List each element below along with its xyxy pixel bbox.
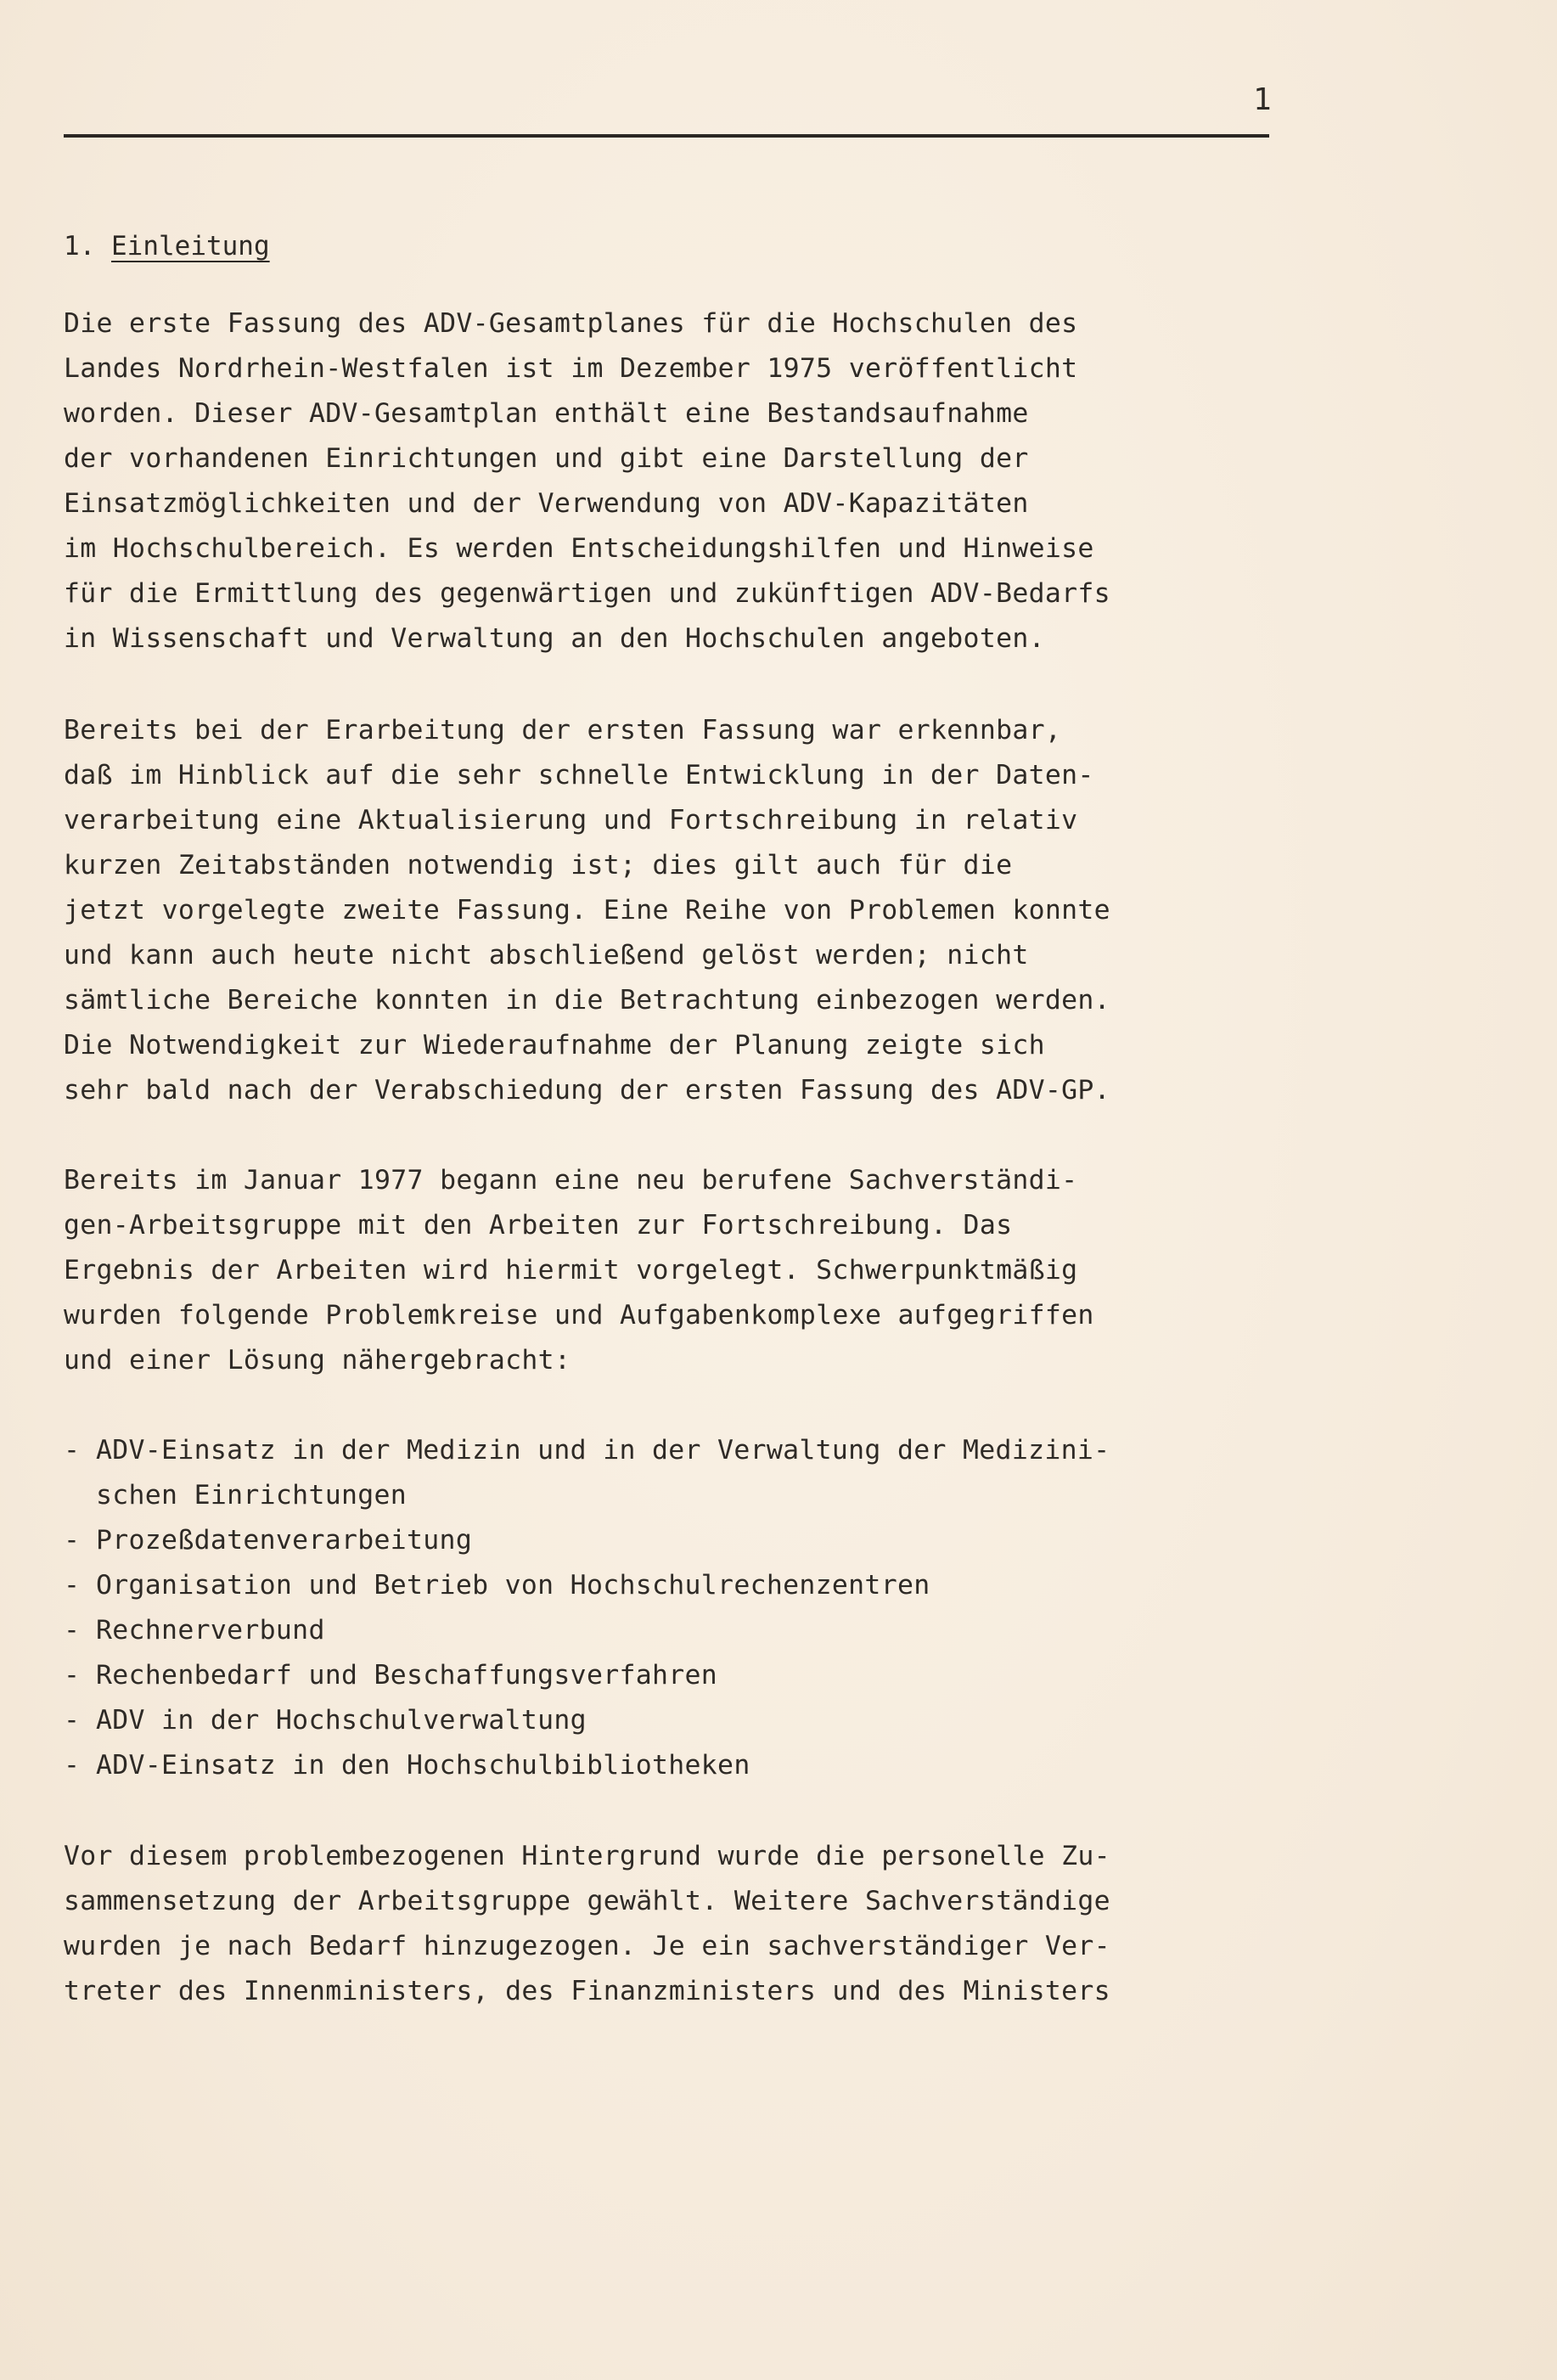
- list-dash: -: [64, 1660, 81, 1691]
- list-item-line: Organisation und Betrieb von Hochschulrechenzentren: [96, 1570, 930, 1601]
- paragraph-line: wurden folgende Problemkreise und Aufgabenkomplexe aufgegriffen: [64, 1300, 1094, 1331]
- list-item-line: schen Einrichtungen: [96, 1480, 408, 1511]
- list-item-line: Rechenbedarf und Beschaffungsverfahren: [96, 1660, 718, 1691]
- paragraph-1: [64, 301, 1110, 661]
- paragraph-line: für die Ermittlung des gegenwärtigen und zukünftigen ADV-Bedarfs: [64, 578, 1110, 609]
- paragraph-3: [64, 1158, 1094, 1383]
- page-number: 1: [1253, 82, 1272, 117]
- paragraph-line: worden. Dieser ADV-Gesamtplan enthält eine Bestandsaufnahme: [64, 398, 1029, 429]
- paragraph-line: Bereits bei der Erarbeitung der ersten Fassung war erkennbar,: [64, 715, 1062, 746]
- list-item: [64, 1563, 1110, 1608]
- paragraph-line: sehr bald nach der Verabschiedung der ersten Fassung des ADV-GP.: [64, 1075, 1110, 1106]
- list-dash: -: [64, 1705, 81, 1736]
- list-dash: -: [64, 1750, 81, 1781]
- list-item-line: Prozeßdatenverarbeitung: [96, 1525, 473, 1556]
- list-item: [64, 1653, 1110, 1698]
- paragraph-line: Die erste Fassung des ADV-Gesamtplanes für die Hochschulen des: [64, 308, 1078, 339]
- paragraph-4: [64, 1834, 1110, 2014]
- list-item: [64, 1698, 1110, 1743]
- paragraph-line: Einsatzmöglichkeiten und der Verwendung von ADV-Kapazitäten: [64, 488, 1029, 519]
- list-dash: -: [64, 1435, 81, 1466]
- list-item-line: ADV in der Hochschulverwaltung: [96, 1705, 587, 1736]
- section-number: 1.: [64, 231, 96, 262]
- list-item: [64, 1428, 1110, 1518]
- paragraph-line: der vorhandenen Einrichtungen und gibt eine Darstellung der: [64, 443, 1029, 474]
- header-rule: [64, 134, 1269, 138]
- paragraph-line: in Wissenschaft und Verwaltung an den Hochschulen angeboten.: [64, 623, 1045, 654]
- list-item: [64, 1518, 1110, 1563]
- paragraph-2: [64, 708, 1110, 1113]
- list-item: [64, 1743, 1110, 1788]
- paragraph-line: Ergebnis der Arbeiten wird hiermit vorgelegt. Schwerpunktmäßig: [64, 1255, 1078, 1286]
- paragraph-line: verarbeitung eine Aktualisierung und Fortschreibung in relativ: [64, 805, 1078, 836]
- list-item: [64, 1608, 1110, 1653]
- list-item-line: ADV-Einsatz in der Medizin und in der Verwaltung der Medizini-: [96, 1435, 1110, 1466]
- paragraph-line: und einer Lösung nähergebracht:: [64, 1345, 571, 1376]
- paragraph-line: Vor diesem problembezogenen Hintergrund wurde die personelle Zu-: [64, 1841, 1110, 1871]
- paragraph-line: im Hochschulbereich. Es werden Entscheidungshilfen und Hinweise: [64, 533, 1094, 564]
- paragraph-line: und kann auch heute nicht abschließend gelöst werden; nicht: [64, 940, 1029, 971]
- list-dash: -: [64, 1615, 81, 1646]
- section-heading: [64, 229, 270, 263]
- paragraph-line: sämtliche Bereiche konnten in die Betrachtung einbezogen werden.: [64, 985, 1110, 1016]
- paragraph-line: Landes Nordrhein-Westfalen ist im Dezember 1975 veröffentlicht: [64, 353, 1078, 384]
- paragraph-line: Die Notwendigkeit zur Wiederaufnahme der Planung zeigte sich: [64, 1030, 1045, 1061]
- paragraph-line: treter des Innenministers, des Finanzministers und des Ministers: [64, 1976, 1110, 2006]
- paragraph-line: kurzen Zeitabständen notwendig ist; dies gilt auch für die: [64, 850, 1013, 881]
- paragraph-line: wurden je nach Bedarf hinzugezogen. Je ein sachverständiger Ver-: [64, 1931, 1110, 1961]
- paragraph-line: jetzt vorgelegte zweite Fassung. Eine Reihe von Problemen konnte: [64, 895, 1110, 926]
- paragraph-line: gen-Arbeitsgruppe mit den Arbeiten zur Fortschreibung. Das: [64, 1210, 1013, 1241]
- paragraph-line: Bereits im Januar 1977 begann eine neu berufene Sachverständi-: [64, 1165, 1078, 1196]
- list-dash: -: [64, 1525, 81, 1556]
- list-item-line: Rechnerverbund: [96, 1615, 325, 1646]
- section-title: Einleitung: [111, 231, 270, 262]
- list-dash: -: [64, 1570, 81, 1601]
- paragraph-line: daß im Hinblick auf die sehr schnelle Entwicklung in der Daten-: [64, 760, 1094, 791]
- topic-list: [64, 1428, 1110, 1788]
- paragraph-line: sammensetzung der Arbeitsgruppe gewählt. Weitere Sachverständige: [64, 1886, 1110, 1916]
- list-item-line: ADV-Einsatz in den Hochschulbibliotheken: [96, 1750, 750, 1781]
